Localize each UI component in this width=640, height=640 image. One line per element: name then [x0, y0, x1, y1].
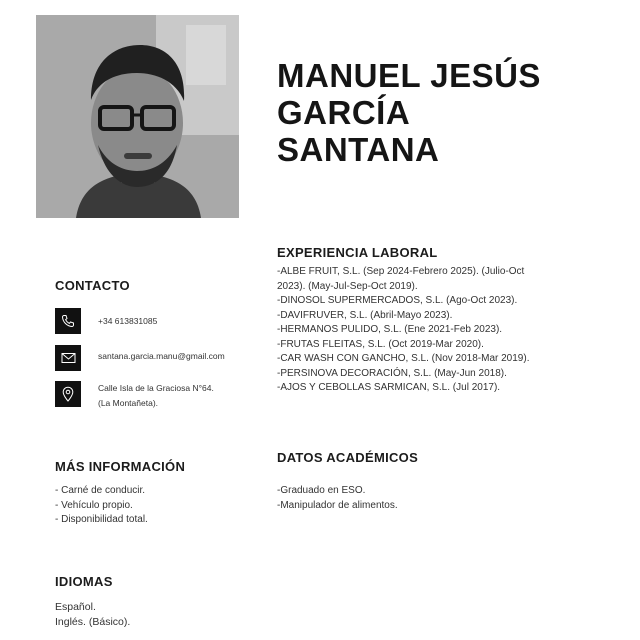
- mail-icon: [55, 345, 81, 371]
- list-item: -PERSINOVA DECORACIÓN, S.L. (May-Jun 2018).: [277, 367, 507, 379]
- more-info-list: [55, 484, 148, 528]
- name-line: SANTANA: [277, 131, 440, 168]
- list-item: Inglés. (Básico).: [55, 615, 131, 628]
- contact-phone: [55, 308, 255, 334]
- list-item: -Manipulador de alimentos.: [277, 499, 398, 511]
- contact-address: [55, 381, 255, 415]
- more-info-heading: MÁS INFORMACIÓN: [55, 459, 186, 474]
- experience-list: [277, 265, 542, 396]
- list-item: -FRUTAS FLEITAS, S.L. (Oct 2019-Mar 2020).: [277, 338, 484, 350]
- portrait-image: [36, 15, 239, 218]
- address-line: Calle Isla de la Graciosa N°64.: [98, 383, 214, 393]
- phone-text: +34 613831085: [98, 316, 158, 326]
- contact-heading: CONTACTO: [55, 278, 130, 293]
- name-line: MANUEL JESÚS: [277, 57, 541, 94]
- address-text: [98, 381, 214, 411]
- list-item: -AJOS Y CEBOLLAS SARMICAN, S.L. (Jul 2017).: [277, 382, 501, 393]
- list-item: -HERMANOS PULIDO, S.L. (Ene 2021-Feb 2023).: [277, 324, 503, 335]
- list-item: - Carné de conducir.: [55, 485, 146, 496]
- list-item: Español.: [55, 601, 96, 613]
- phone-icon: [55, 308, 81, 334]
- list-item: -DINOSOL SUPERMERCADOS, S.L. (Ago-Oct 2023).: [277, 295, 518, 306]
- list-item: -DAVIFRUVER, S.L. (Abril-Mayo 2023).: [277, 309, 453, 321]
- list-item: -Graduado en ESO.: [277, 485, 366, 496]
- address-line: (La Montañeta).: [98, 398, 159, 408]
- person-name: [277, 57, 617, 168]
- languages-heading: IDIOMAS: [55, 574, 113, 589]
- list-item: -ALBE FRUIT, S.L. (Sep 2024-Febrero 2025). (Julio-Oct 2023). (May-Jul-Sep-Oct 2019).: [277, 266, 525, 292]
- list-item: - Vehículo propio.: [55, 499, 133, 511]
- contact-email: [55, 345, 265, 371]
- location-pin-icon: [55, 381, 81, 407]
- languages-list: [55, 600, 130, 629]
- email-text: santana.garcia.manu@gmail.com: [98, 351, 225, 361]
- list-item: -CAR WASH CON GANCHO, S.L. (Nov 2018-Mar 2019).: [277, 353, 530, 364]
- profile-photo: [36, 15, 239, 218]
- education-heading: DATOS ACADÉMICOS: [277, 450, 419, 465]
- list-item: - Disponibilidad total.: [55, 514, 148, 525]
- experience-heading: EXPERIENCIA LABORAL: [277, 245, 438, 260]
- education-list: [277, 484, 398, 513]
- name-line: GARCÍA: [277, 94, 411, 131]
